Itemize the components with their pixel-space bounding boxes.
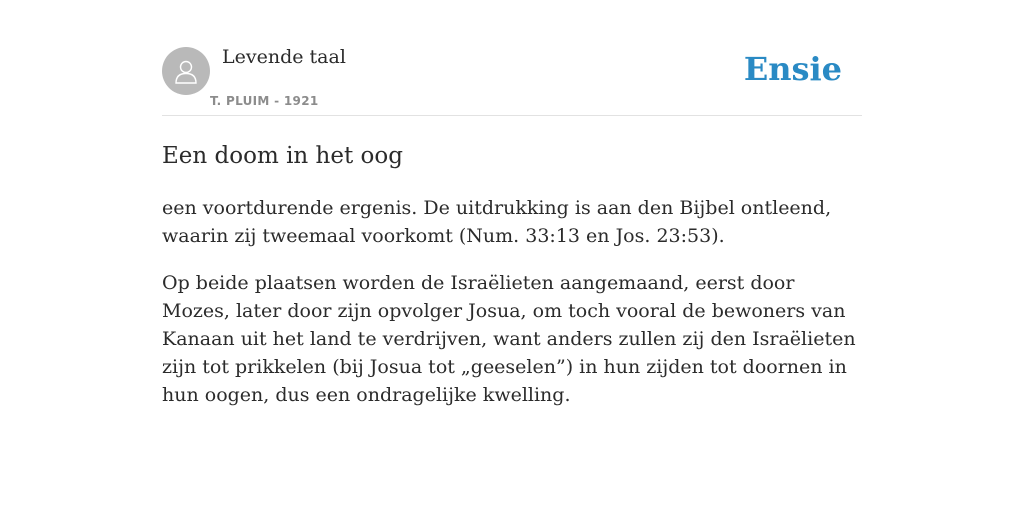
entry-paragraph: Op beide plaatsen worden de Israëlieten aangemaand, eerst door Mozes, later door zijn opvolger Josua, om toch vooral de bewoners van Kanaan uit het land te verdrijven, want anders zullen zij den Israëlieten zijn tot prikkelen (bij Josua tot „geeselen”) in hun zijden tot doornen in hun oogen, dus een ondragelijke kwelling. [162,272,856,406]
author-avatar[interactable] [162,47,210,95]
author-name[interactable]: T. PLUIM - 1921 [210,94,319,108]
entry-term: Een doom in het oog [162,143,403,169]
user-icon [171,56,201,86]
brand-logo[interactable]: Ensie [743,50,842,88]
book-title[interactable]: Levende taal [222,46,346,68]
entry-header [162,0,862,116]
entry-paragraph: een voortdurende ergenis. De uitdrukking is aan den Bijbel ontleend, waarin zij tweemaal voorkomt (Num. 33:13 en Jos. 23:53). [162,197,832,247]
entry-card [162,0,862,409]
